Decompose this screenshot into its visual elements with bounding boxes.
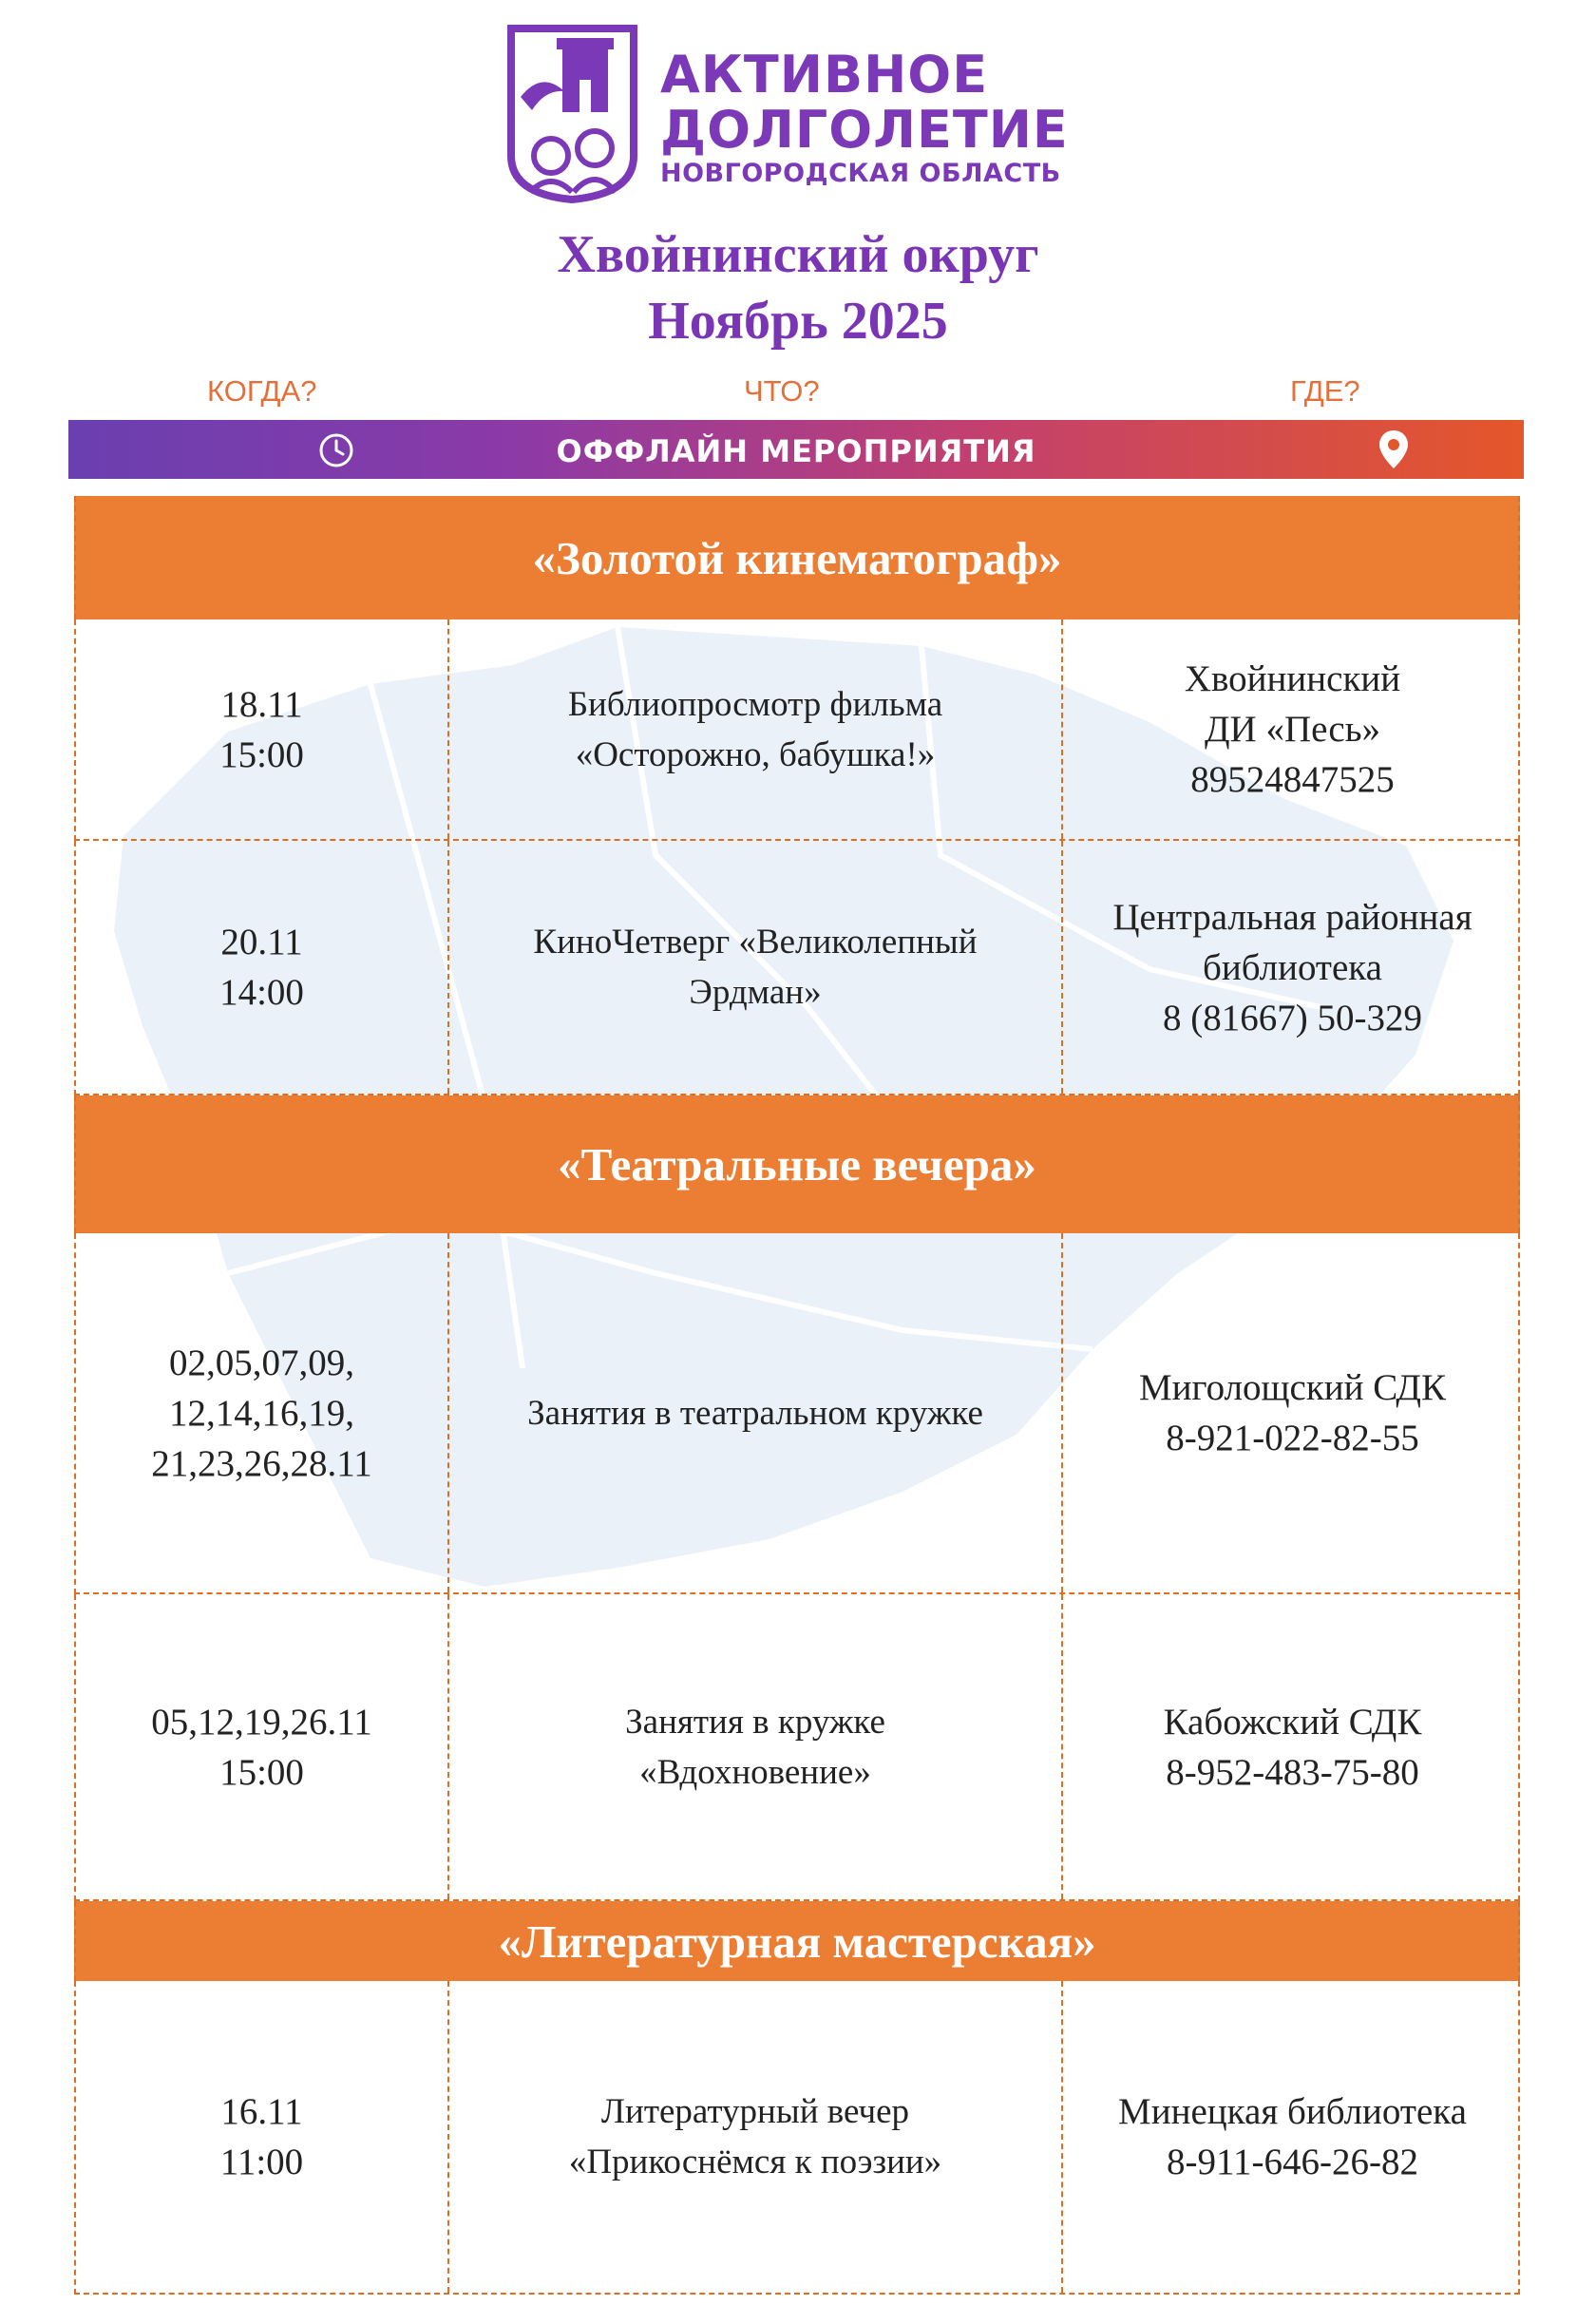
event-when: 20.11 14:00: [219, 922, 304, 1013]
event-when: 05,12,19,26.11 15:00: [151, 1701, 372, 1793]
event-what: Литературный вечер «Прикоснёмся к поэзии»: [447, 1981, 1061, 2293]
page-title-district: Хвойнинский округ: [557, 225, 1039, 284]
label-what: ЧТО?: [744, 374, 820, 408]
tower-bird-seniors-emblem-icon: [504, 23, 641, 203]
label-when: КОГДА?: [207, 374, 317, 408]
table-row: [74, 1233, 1520, 1594]
event-when: 18.11 15:00: [219, 683, 304, 775]
table-row: [74, 619, 1520, 841]
logo-title-line1: АКТИВНОЕ: [660, 45, 989, 105]
event-what: Занятия в театральном кружке: [447, 1233, 1061, 1592]
table-row: [74, 1981, 1520, 2295]
table-row: [74, 1594, 1520, 1901]
event-where: Центральная районная библиотека 8 (81667) 50-329: [1061, 841, 1522, 1094]
location-pin-icon: [1378, 429, 1410, 470]
table-row: [74, 841, 1520, 1095]
column-labels: [0, 374, 1596, 412]
section-header: «Театральные вечера»: [74, 1095, 1520, 1233]
event-where: Миголощский СДК 8-921-022-82-55: [1061, 1233, 1522, 1592]
page-title-month: Ноябрь 2025: [648, 292, 948, 351]
event-where: Кабожский СДК 8-952-483-75-80: [1061, 1594, 1522, 1899]
offline-events-bar: [68, 420, 1524, 479]
event-where: Минецкая библиотека 8-911-646-26-82: [1061, 1981, 1522, 2293]
event-what: Библиопросмотр фильма «Осторожно, бабушка!»: [447, 619, 1061, 839]
event-when: 02,05,07,09, 12,14,16,19, 21,23,26,28.11: [151, 1342, 372, 1484]
section-header: «Литературная мастерская»: [74, 1901, 1520, 1981]
event-what: КиноЧетверг «Великолепный Эрдман»: [447, 841, 1061, 1094]
bar-title: ОФФЛАЙН МЕРОПРИЯТИЯ: [556, 433, 1036, 469]
event-when: 16.11 11:00: [219, 2091, 304, 2182]
logo: [504, 23, 1112, 213]
label-where: ГДЕ?: [1290, 374, 1360, 408]
schedule-table: [74, 496, 1520, 2295]
logo-subtitle: НОВГОРОДСКАЯ ОБЛАСТЬ: [660, 159, 1061, 188]
logo-title-line2: ДОЛГОЛЕТИЕ: [660, 100, 1069, 160]
event-where: Хвойнинский ДИ «Песь» 89524847525: [1061, 619, 1522, 839]
section-header: «Золотой кинематограф»: [74, 496, 1520, 619]
event-what: Занятия в кружке «Вдохновение»: [447, 1594, 1061, 1899]
